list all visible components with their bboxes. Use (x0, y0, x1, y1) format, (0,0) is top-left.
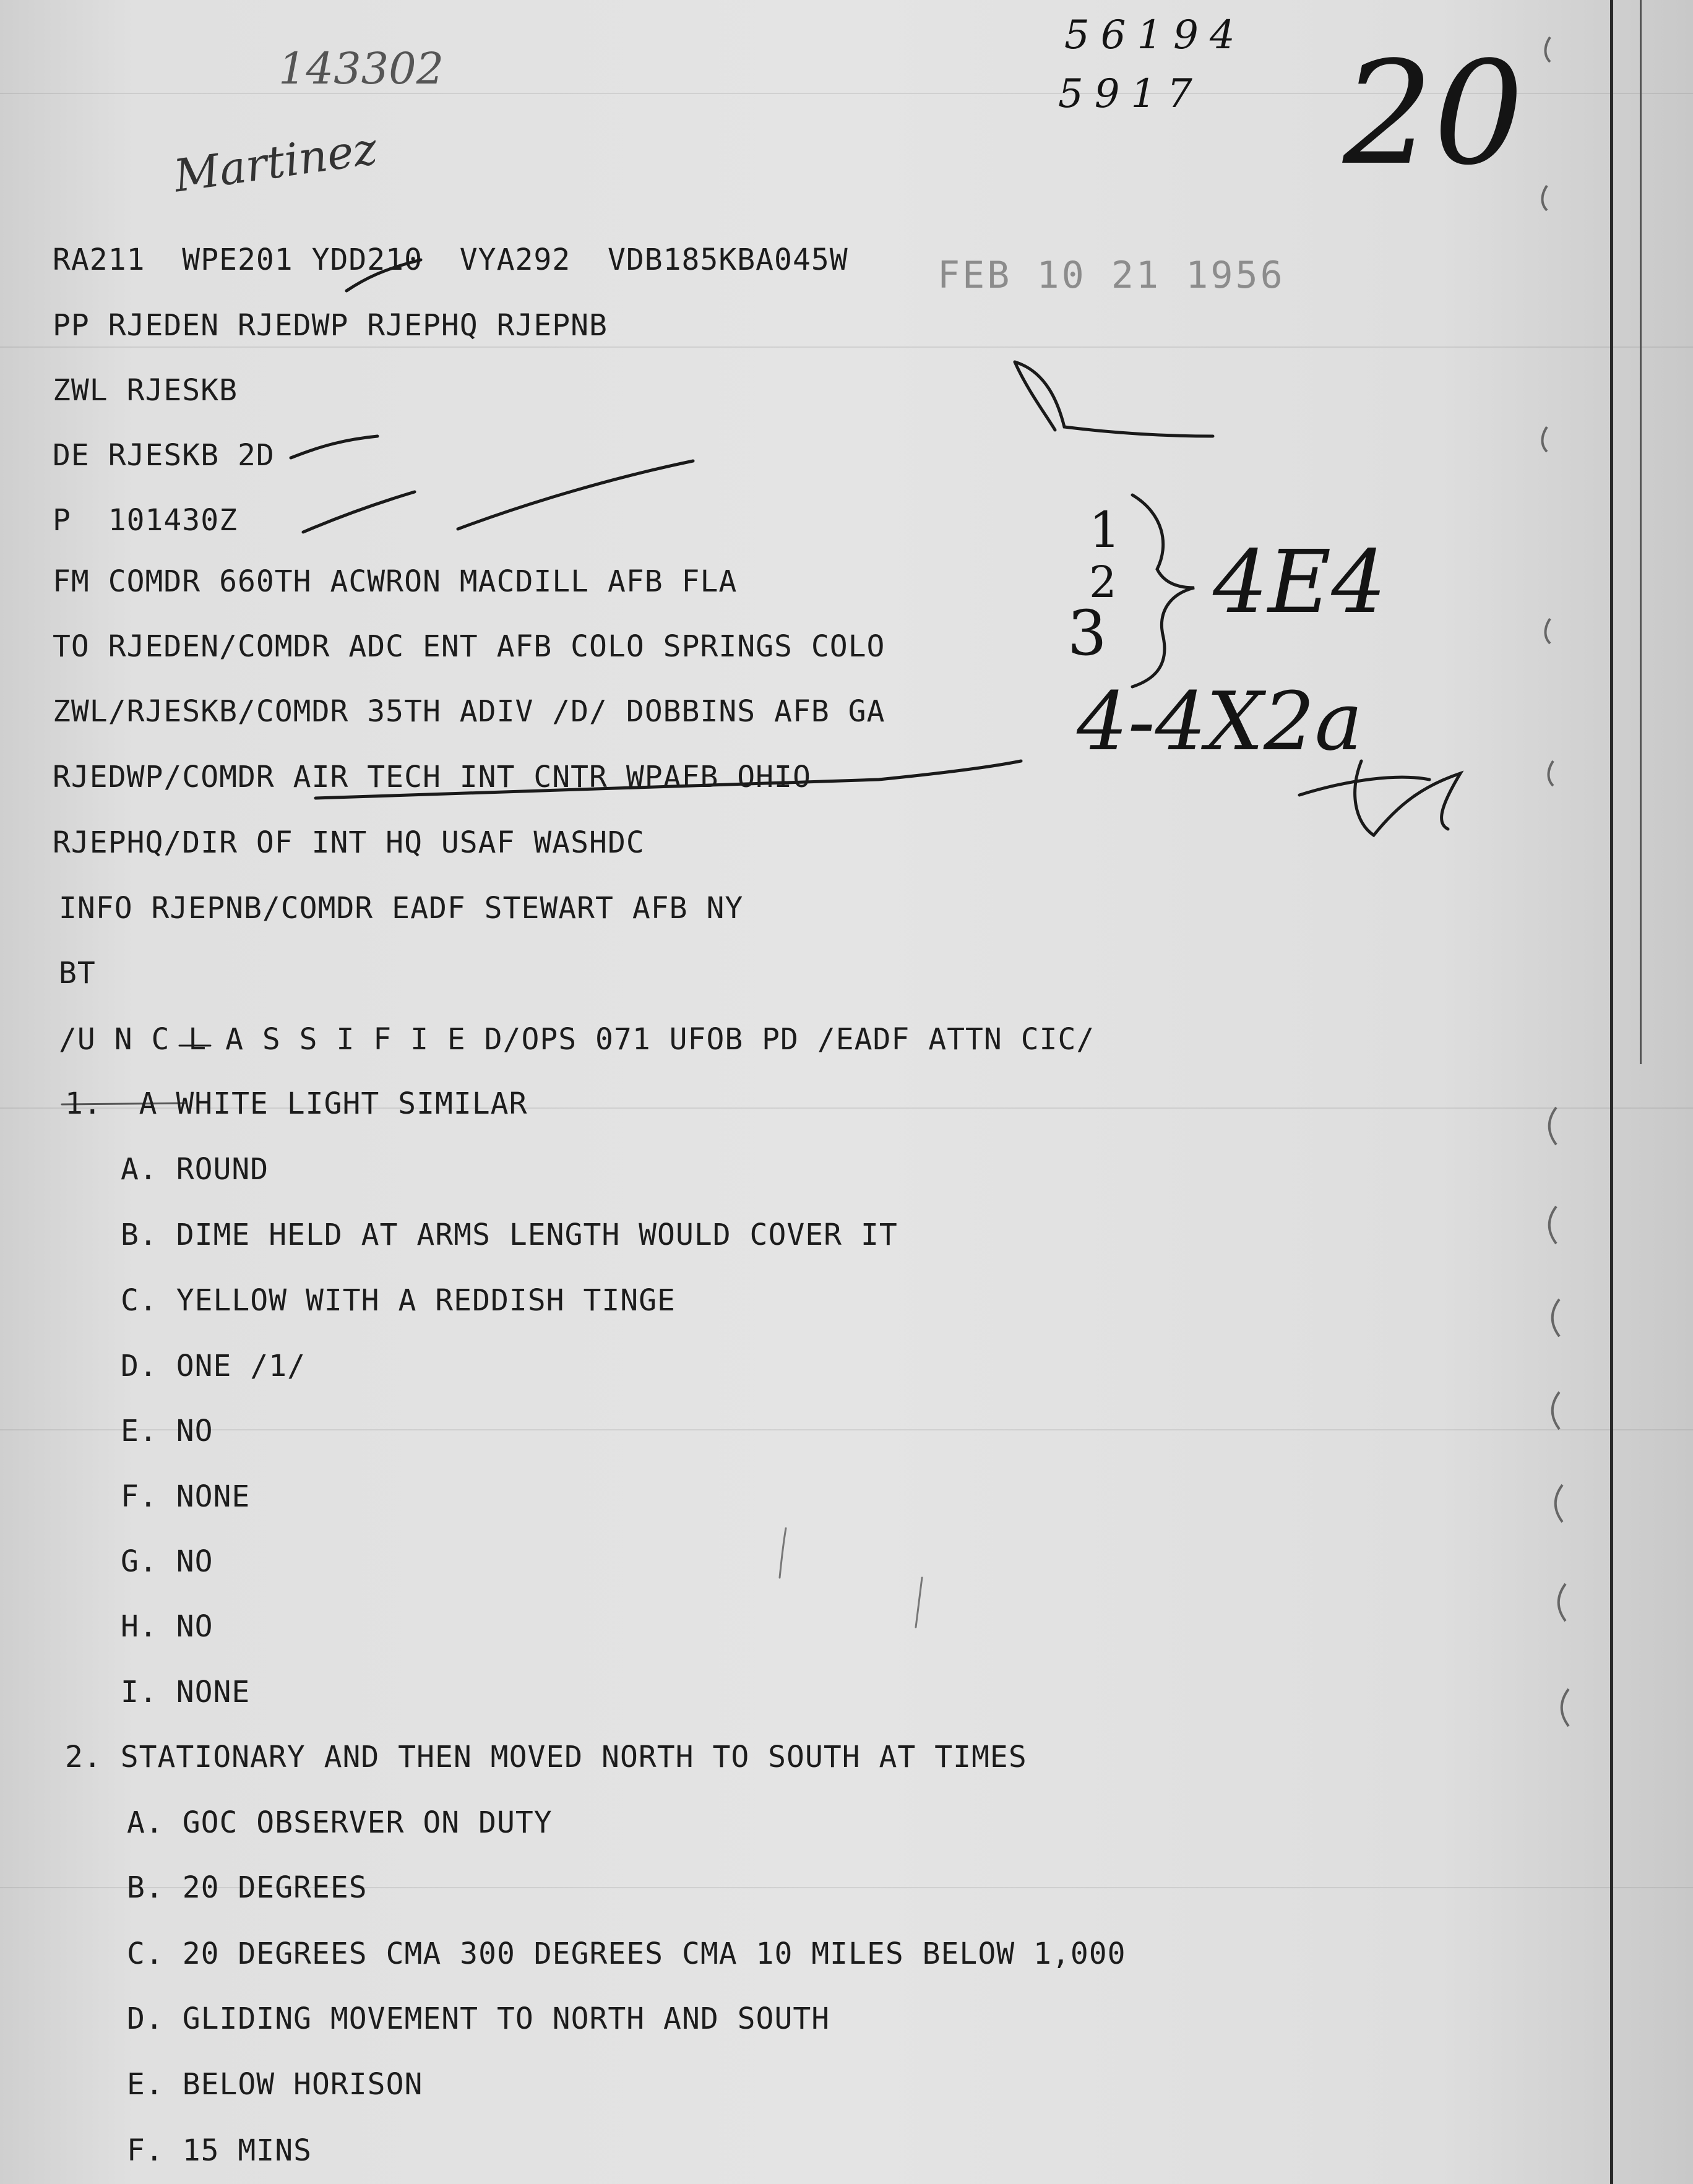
section-2-item-d: D. GLIDING MOVEMENT TO NORTH AND SOUTH (127, 2001, 830, 2036)
precedence-line: PP RJEDEN RJEDWP RJEPHQ RJEPNB (53, 308, 608, 343)
section-1-item-h: H. NO (121, 1609, 213, 1644)
handwritten-bracket-1: 1 (1089, 501, 1121, 559)
zwl-line: ZWL RJESKB (53, 373, 238, 408)
handwritten-name: Martinez (170, 122, 381, 202)
section-1-item-e: E. NO (121, 1414, 213, 1448)
classification-line: /U N C L A S S I F I E D/OPS 071 UFOB PD /EADF ATTN CIC/ (59, 1022, 1095, 1057)
handwritten-page-number: 20 (1343, 32, 1524, 197)
section-1-item-i: I. NONE (121, 1675, 251, 1709)
section-2-item-b: B. 20 DEGREES (127, 1870, 368, 1905)
section-1-heading: 1. A WHITE LIGHT SIMILAR (65, 1086, 528, 1121)
section-1-item-f: F. NONE (121, 1479, 251, 1514)
section-2-item-f: F. 15 MINS (127, 2133, 312, 2168)
section-1-item-g: G. NO (121, 1544, 213, 1579)
to-line-2: ZWL/RJESKB/COMDR 35TH ADIV /D/ DOBBINS AFB GA (53, 694, 885, 729)
info-line: INFO RJEPNB/COMDR EADF STEWART AFB NY (59, 891, 744, 926)
section-2-item-c: C. 20 DEGREES CMA 300 DEGREES CMA 10 MILES BELOW 1,000 (127, 1937, 1126, 1971)
handwritten-code-4e4: 4E4 (1213, 532, 1387, 633)
break-line: BT (59, 956, 96, 991)
dtg-line: P 101430Z (53, 503, 238, 538)
handwritten-code-4x2a: 4-4X2a (1077, 674, 1363, 768)
from-line: FM COMDR 660TH ACWRON MACDILL AFB FLA (53, 564, 738, 599)
section-1-item-b: B. DIME HELD AT ARMS LENGTH WOULD COVER IT (121, 1218, 898, 1252)
section-1-item-d: D. ONE /1/ (121, 1349, 306, 1383)
handwritten-bracket-3: 3 (1067, 597, 1107, 669)
to-line-3: RJEDWP/COMDR AIR TECH INT CNTR WPAFB OHIO (53, 760, 811, 794)
handwritten-number-bottom: 5917 (1058, 71, 1204, 117)
section-1-item-a: A. ROUND (121, 1152, 269, 1187)
section-1-item-c: C. YELLOW WITH A REDDISH TINGE (121, 1283, 676, 1318)
section-2-heading: 2. STATIONARY AND THEN MOVED NORTH TO SOUTH AT TIMES (65, 1740, 1027, 1774)
to-line-4: RJEPHQ/DIR OF INT HQ USAF WASHDC (53, 825, 645, 860)
section-2-item-e: E. BELOW HORISON (127, 2067, 423, 2102)
handwritten-number-top: 56194 (1064, 12, 1246, 58)
date-stamp: FEB 10 21 1956 (937, 254, 1285, 297)
de-line: DE RJESKB 2D (53, 438, 275, 473)
routing-line: RA211 WPE201 YDD210 VYA292 VDB185KBA045W (53, 243, 848, 277)
to-line-1: TO RJEDEN/COMDR ADC ENT AFB COLO SPRINGS COLO (53, 629, 885, 664)
section-2-item-a: A. GOC OBSERVER ON DUTY (127, 1805, 553, 1840)
handwritten-bracket-2: 2 (1089, 557, 1117, 608)
handwritten-top-left: 143302 (278, 43, 444, 94)
